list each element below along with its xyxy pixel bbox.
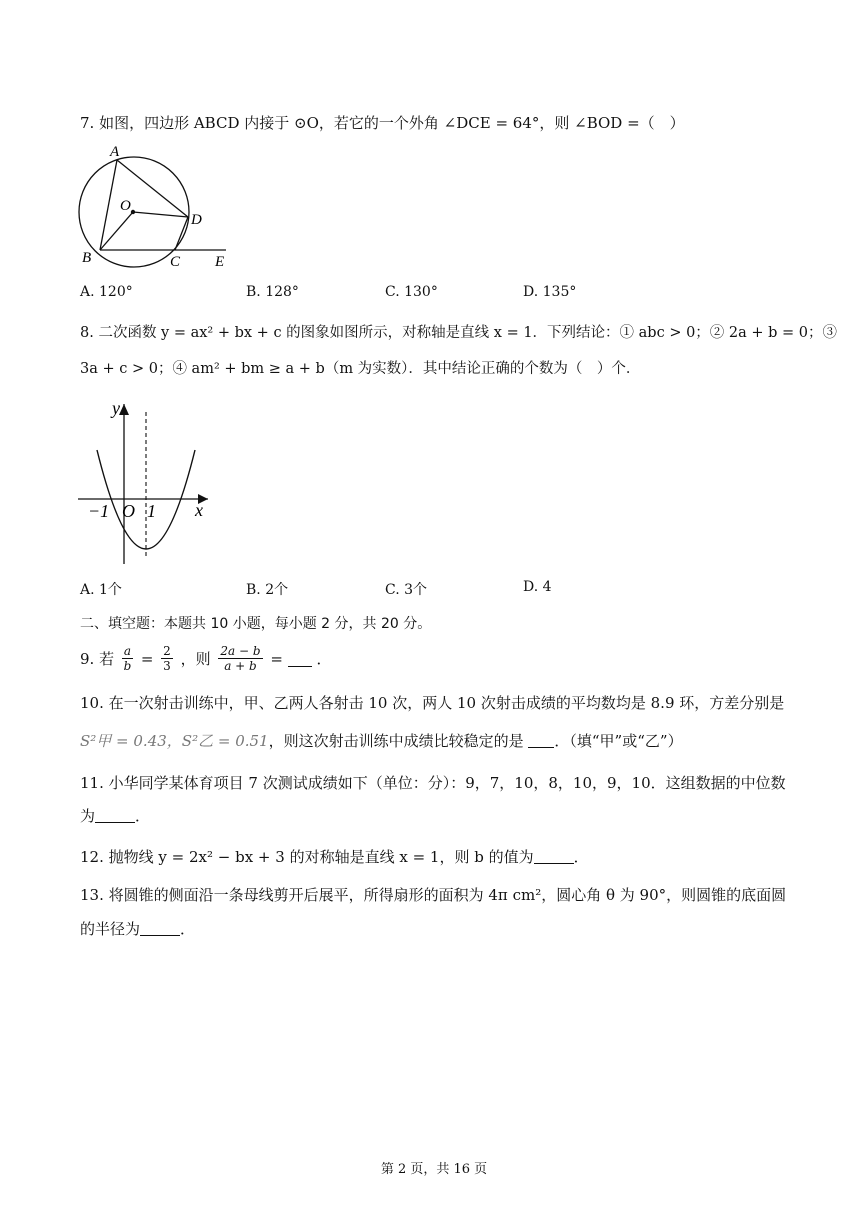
- q7-circle-figure: [74, 140, 244, 272]
- section-heading-fill-in: 二、填空题：本题共 10 小题，每小题 2 分，共 20 分。: [80, 616, 432, 632]
- q10-line2-end: ．（填“甲”或“乙”）: [554, 732, 683, 750]
- q9-end: ．: [316, 649, 332, 668]
- q9-frac2-numerator: 2: [163, 644, 171, 658]
- q8-option-c: C. 3个: [385, 582, 428, 598]
- q8-option-d: D. 4: [523, 579, 552, 595]
- q8-line1: 8. 二次函数 y = ax² + bx + c 的图象如图所示，对称轴是直线 x = 1．下列结论：① abc > 0；② 2a + b = 0；③: [80, 325, 838, 341]
- q9-suffix: =: [270, 649, 283, 668]
- q7-label-d: D: [191, 212, 202, 228]
- q13-line2: [80, 918, 195, 940]
- q7-option-d: D. 135°: [523, 284, 577, 300]
- q9-line: [80, 644, 331, 684]
- q11-line2: [80, 805, 150, 827]
- q11-line2-prefix: 为: [80, 807, 96, 825]
- q11-line2-end: ．: [135, 807, 151, 825]
- q11-line1: 11. 小华同学某体育项目 7 次测试成绩如下（单位：分）：9，7，10，8，10，9，10．这组数据的中位数: [80, 774, 786, 792]
- q7-label-a: A: [110, 144, 120, 160]
- page-number-footer: 第 2 页，共 16 页: [380, 1162, 488, 1177]
- q13-line2-prefix: 的半径为: [80, 920, 141, 938]
- q10-line2: [80, 730, 683, 752]
- q8-option-a: A. 1个: [80, 582, 122, 598]
- q12-answer-blank[interactable]: [534, 847, 574, 864]
- q9-fraction-expression: [218, 644, 262, 673]
- q8-label-y: y: [112, 398, 120, 418]
- q9-frac3-denominator: a + b: [224, 659, 257, 673]
- q8-option-b: B. 2个: [246, 582, 289, 598]
- q8-label-x: x: [195, 500, 203, 520]
- q8-label-minus-one: −1: [88, 501, 110, 521]
- q9-frac1-denominator: b: [123, 659, 132, 673]
- q9-answer-blank[interactable]: [288, 650, 312, 667]
- q10-variance-jia: S²甲 = 0.43: [80, 732, 167, 750]
- q12-end: ．: [573, 848, 589, 866]
- q13-line1: 13. 将圆锥的侧面沿一条母线剪开后展平，所得扇形的面积为 4π cm²，圆心角 θ 为 90°，则圆锥的底面圆: [80, 886, 787, 904]
- q7-label-e: E: [215, 254, 225, 270]
- q9-mid: ，则: [180, 649, 211, 668]
- q8-line2: 3a + c > 0；④ am² + bm ≥ a + b（m 为实数）．其中结论正确的个数为（ ）个．: [80, 361, 641, 377]
- q9-prefix: 9. 若: [80, 649, 115, 668]
- q12-line: [80, 846, 589, 868]
- q12-text: 12. 抛物线 y = 2x² − bx + 3 的对称轴是直线 x = 1，则 b 的值为: [80, 848, 534, 866]
- q7-label-o: O: [120, 198, 131, 214]
- q9-frac1-numerator: a: [123, 644, 132, 658]
- q10-answer-blank[interactable]: [528, 731, 554, 748]
- q7-option-c: C. 130°: [385, 284, 438, 300]
- q9-equals: =: [140, 649, 154, 668]
- q8-label-one: 1: [147, 501, 156, 521]
- q10-line1: 10. 在一次射击训练中，甲、乙两人各射击 10 次，两人 10 次射击成绩的平均数均是 8.9 环，方差分别是: [80, 694, 785, 712]
- q8-label-origin: O: [122, 501, 135, 521]
- q13-line2-end: ．: [180, 920, 196, 938]
- q9-frac2-denominator: 3: [163, 659, 171, 673]
- q7-stem: 7. 如图，四边形 ABCD 内接于 ⊙O，若它的一个外角 ∠DCE = 64°，则 ∠BOD =（ ）: [80, 114, 685, 132]
- q7-option-a: A. 120°: [80, 284, 133, 300]
- q9-frac3-numerator: 2a − b: [220, 644, 261, 658]
- q8-parabola-figure: [74, 398, 224, 570]
- q10-line2-text: ，则这次射击训练中成绩比较稳定的是: [268, 732, 524, 750]
- q7-option-b: B. 128°: [246, 284, 299, 300]
- q10-variance-yi: ，S²乙 = 0.51: [166, 732, 269, 750]
- q9-fraction-2-over-3: [161, 644, 173, 673]
- q9-fraction-a-over-b: [122, 644, 133, 673]
- q11-answer-blank[interactable]: [95, 806, 135, 823]
- q13-answer-blank[interactable]: [140, 919, 180, 936]
- q7-label-b: B: [82, 250, 92, 266]
- q7-label-c: C: [170, 254, 181, 270]
